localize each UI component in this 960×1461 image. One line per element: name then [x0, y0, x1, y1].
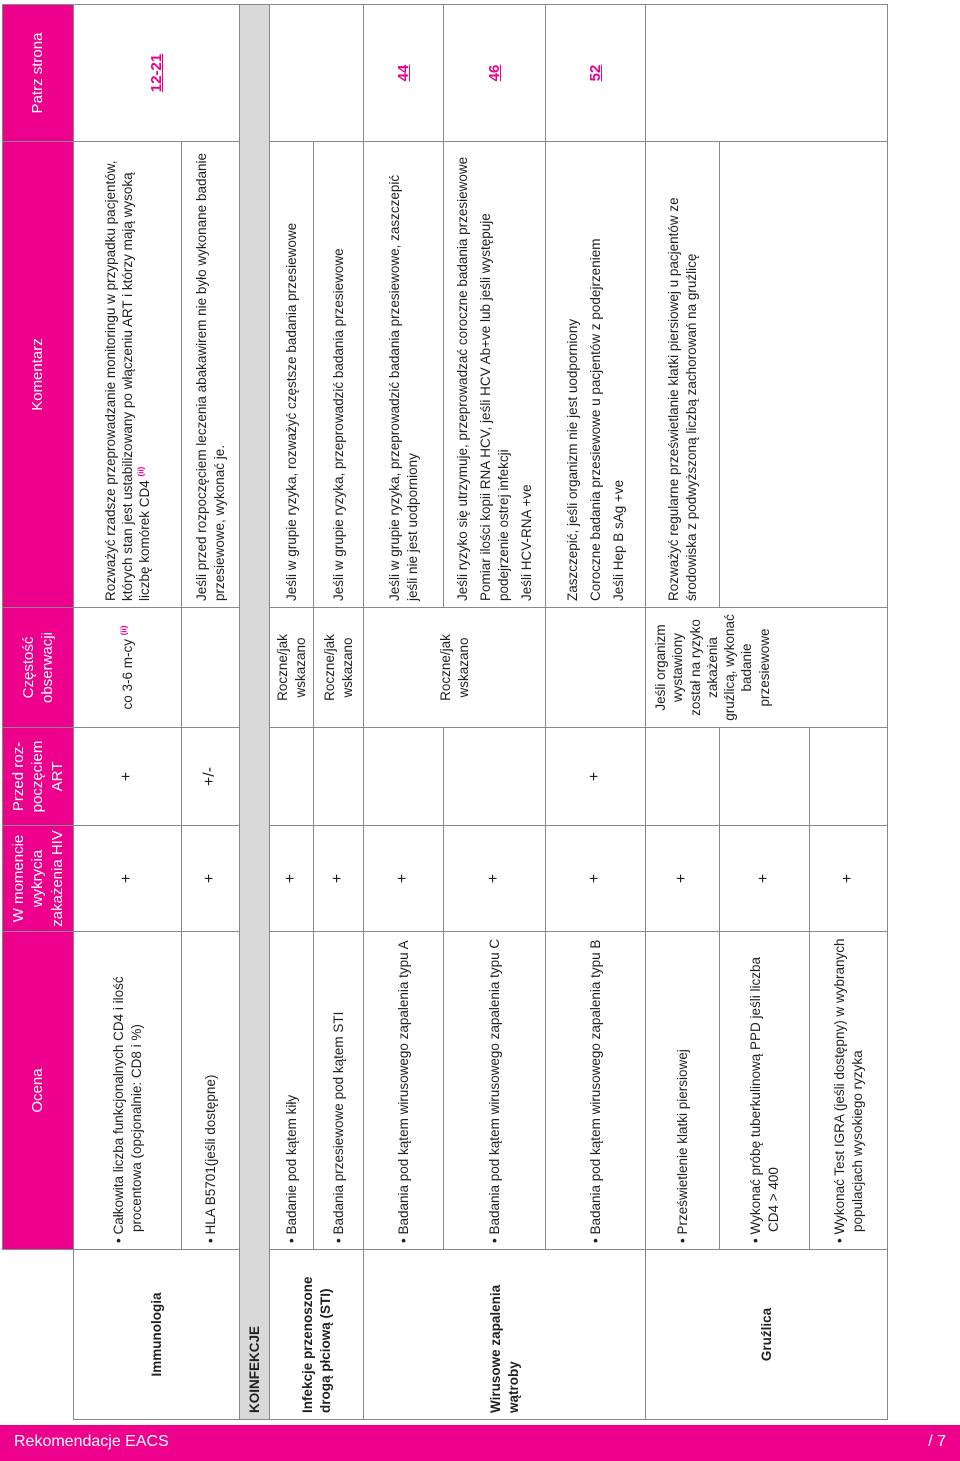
bullet-text: • Badania pod kątem wirusowego zapalenia typu B — [587, 939, 603, 1243]
hiv-mark: + — [182, 826, 240, 932]
freq-cell — [182, 608, 240, 728]
freq-cell: Roczne/jak wskazano — [314, 608, 364, 728]
ocena-cell — [270, 932, 314, 1250]
freq-cell: Roczne/jak wskazano — [364, 608, 546, 728]
footer-title: Rekomendacje EACS — [14, 1433, 169, 1450]
art-mark — [810, 728, 888, 826]
comment-line: Jeśli ryzyko się utrzymuje, przeprowadzać coroczne badania przesiewowe — [454, 156, 470, 601]
hiv-mark: + — [646, 826, 720, 932]
table-row — [270, 5, 314, 1420]
header-patrz: Patrz strona — [3, 5, 74, 142]
page-empty — [270, 5, 364, 142]
comment-cell — [444, 142, 546, 608]
bullet-text: • Wykonać próbę tuberkulinową PPD jeśli liczba CD4 > 400 — [748, 957, 781, 1243]
ocena-cell — [444, 932, 546, 1250]
page-link-12-21[interactable]: 12-21 — [74, 5, 240, 142]
bullet-text: • Badanie pod kątem kiły — [283, 1094, 299, 1243]
art-mark — [720, 728, 810, 826]
art-mark: +/- — [182, 728, 240, 826]
ocena-cell — [74, 932, 182, 1250]
bullet-text: • Badania przesiewowe pod kątem STI — [330, 1011, 346, 1243]
hiv-mark: + — [364, 826, 444, 932]
category-sti: Infekcje przenoszone drogą płciową (STI) — [270, 1250, 364, 1420]
header-art: Przed roz-poczęciem ART — [3, 728, 74, 826]
rotated-page — [0, 5, 960, 1425]
section-row — [240, 5, 270, 1420]
comment-line: Jeśli Hep B sAg +ve — [611, 479, 627, 601]
ocena-cell — [810, 932, 888, 1250]
header-hiv: W momencie wykrycia zakażenia HIV — [3, 826, 74, 932]
hiv-mark: + — [314, 826, 364, 932]
table-row — [364, 5, 444, 1420]
art-mark — [444, 728, 546, 826]
section-koinfekcje: KOINFEKCJE — [240, 5, 270, 1420]
page-empty — [646, 5, 888, 142]
comment-line: Zaszczepić, jeśli organizm nie jest uodporniony — [564, 318, 580, 601]
header-ocena: Ocena — [3, 932, 74, 1250]
comment-cell: Rozważyć rzadsze przeprowadzanie monitoringu w przypadku pacjentów, których stan jest ustabilizowany po włączeniu ART i którzy mają wysoką liczbę komórek CD4 $^{(ii)}$ — [74, 142, 182, 608]
comment-cell: Jeśli w grupie ryzyka, przeprowadzić badania przesiewowe, zaszczepić jeśli nie jest uodporniony — [364, 142, 444, 608]
freq-cell: co 3-6 m-cy $^{(ii)}$ — [74, 608, 182, 728]
ocena-cell — [546, 932, 646, 1250]
bullet-text: • Całkowita liczba funkcjonalnych CD4 i ilość procentowa (opcjonalnie: CD8 i %) — [111, 976, 144, 1243]
header-row — [3, 5, 74, 1420]
header-empty — [3, 1250, 74, 1420]
comment-cell — [546, 142, 646, 608]
art-mark: + — [546, 728, 646, 826]
art-mark — [364, 728, 444, 826]
category-hepatitis: Wirusowe zapalenia wątroby — [364, 1250, 646, 1420]
ocena-cell — [364, 932, 444, 1250]
freq-cell: Roczne/jak wskazano — [270, 608, 314, 728]
hiv-mark: + — [546, 826, 646, 932]
page-link-46[interactable]: 46 — [444, 5, 546, 142]
comment-cell: Rozważyć regularne prześwietlanie klatki piersiowej u pacjentów ze środowiska z podwyższoną liczbą zachorowań na gruźlicę — [646, 142, 720, 608]
hiv-mark: + — [270, 826, 314, 932]
hiv-mark: + — [810, 826, 888, 932]
art-mark — [270, 728, 314, 826]
page-link-44[interactable]: 44 — [364, 5, 444, 142]
recommendations-table — [2, 4, 888, 1420]
table-row — [546, 5, 646, 1420]
ocena-cell — [646, 932, 720, 1250]
category-gruzlica: Gruźlica — [646, 1250, 888, 1420]
comment-line: Coroczne badania przesiewowe u pacjentów z podejrzeniem — [587, 238, 603, 601]
freq-cell — [546, 608, 646, 728]
header-freq: Częstość obserwacji — [3, 608, 74, 728]
ocena-cell — [314, 932, 364, 1250]
ocena-cell — [182, 932, 240, 1250]
freq-cell: Jeśli organizm wystawiony został na ryzyko zakażenia gruźlicą, wykonać badanie przesiewowe — [646, 608, 888, 728]
art-mark — [314, 728, 364, 826]
bullet-text: • Badania pod kątem wirusowego zapalenia typu C — [486, 938, 502, 1243]
ocena-cell — [720, 932, 810, 1250]
table-row — [74, 5, 182, 1420]
comment-cell: Jeśli przed rozpoczęciem leczenia abakawirem nie było wykonane badanie przesiewowe, wykonać je. — [182, 142, 240, 608]
bullet-text: • Prześwietlenie klatki piersiowej — [674, 1049, 690, 1243]
hiv-mark: + — [720, 826, 810, 932]
page-number: / 7 — [928, 1433, 946, 1450]
comment-cell: Jeśli w grupie ryzyka, rozważyć częstsze badania przesiewowe — [270, 142, 314, 608]
page-link-52[interactable]: 52 — [546, 5, 646, 142]
hiv-mark: + — [444, 826, 546, 932]
comment-line: Jeśli HCV-RNA +ve — [518, 484, 534, 601]
bullet-text: • Wykonać Test IGRA (jeśli dostępny) w wybranych populacjach wysokiego ryzyka — [832, 938, 865, 1243]
comment-cell: Jeśli w grupie ryzyka, przeprowadzić badania przesiewowe — [314, 142, 364, 608]
bullet-text: • Badania pod kątem wirusowego zapalenia typu A — [395, 940, 411, 1243]
table-row — [182, 5, 240, 1420]
category-immunologia: Immunologia — [74, 1250, 240, 1420]
art-mark — [646, 728, 720, 826]
footer-banner — [0, 1425, 960, 1461]
header-komentarz: Komentarz — [3, 142, 74, 608]
hiv-mark: + — [74, 826, 182, 932]
bullet-text: • HLA B5701(jeśli dostępne) — [202, 1074, 218, 1243]
comment-line: Pomiar ilości kopii RNA HCV, jeśli HCV Ab+ve lub jeśli występuje podejrzenie ostrej infekcji — [478, 213, 511, 601]
art-mark: + — [74, 728, 182, 826]
table-row — [646, 5, 720, 1420]
comment-cell — [720, 142, 888, 608]
table-row — [314, 5, 364, 1420]
